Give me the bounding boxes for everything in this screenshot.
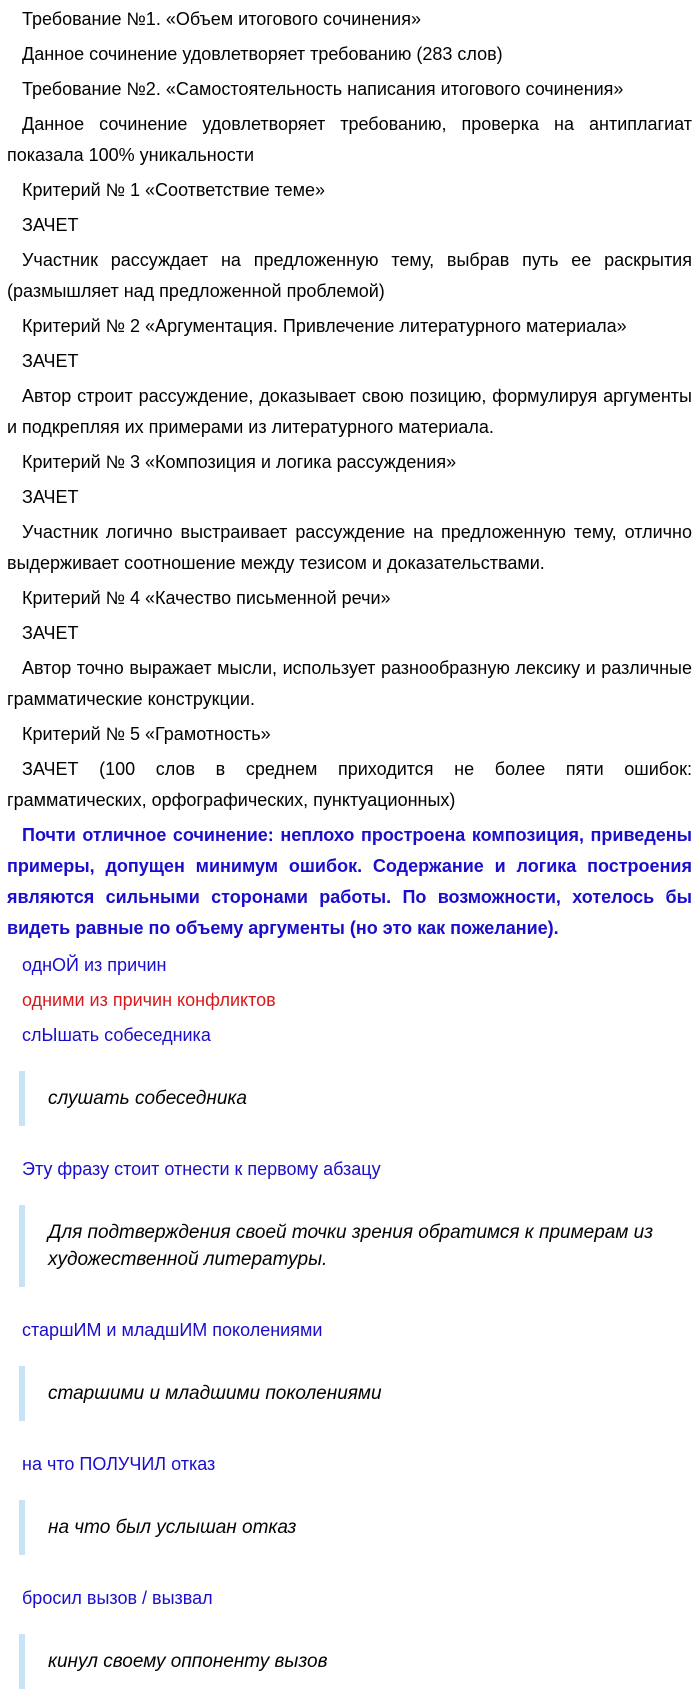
criterion-1-comment: Участник рассуждает на предложенную тему, выбрав путь ее раскрытия (размышляет над предложенной проблемой) — [7, 250, 692, 301]
criterion-2-grade: ЗАЧЕТ — [22, 351, 79, 371]
remark-4: Эту фразу стоит отнести к первому абзацу — [22, 1159, 381, 1179]
criterion-4-grade: ЗАЧЕТ — [22, 623, 79, 643]
remark-1: однОЙ из причин — [22, 955, 167, 975]
remark-5: старшИМ и младшИМ поколениями — [22, 1320, 323, 1340]
criterion-1-title: Критерий № 1 «Соответствие теме» — [22, 180, 326, 200]
criterion-5-title: Критерий № 5 «Грамотность» — [22, 724, 271, 744]
remark-2: одними из причин конфликтов — [22, 990, 276, 1010]
remark-7: бросил вызов / вызвал — [22, 1588, 213, 1608]
quote-2: Для подтверждения своей точки зрения обратимся к примерам из художественной литературы. — [19, 1205, 692, 1287]
requirement-1-result: Данное сочинение удовлетворяет требованию (283 слов) — [22, 44, 503, 64]
quote-5: кинул своему оппоненту вызов — [19, 1634, 692, 1689]
criterion-4-title: Критерий № 4 «Качество письменной речи» — [22, 588, 391, 608]
remark-6: на что ПОЛУЧИЛ отказ — [22, 1454, 216, 1474]
criterion-5-grade: ЗАЧЕТ (100 слов в среднем приходится не более пяти ошибок: грамматических, орфографических, пунктуационных) — [7, 759, 692, 810]
remark-3: слЫшать собеседника — [22, 1025, 211, 1045]
summary-comment: Почти отличное сочинение: неплохо простроена композиция, приведены примеры, допущен минимум ошибок. Содержание и логика построения являются сильными сторонами работы. По возможности, хотелось бы видеть равные по объему аргументы (но это как пожелание). — [7, 825, 692, 938]
requirement-1-title: Требование №1. «Объем итогового сочинения» — [22, 9, 421, 29]
criterion-2-title: Критерий № 2 «Аргументация. Привлечение литературного материала» — [22, 316, 627, 336]
criterion-3-title: Критерий № 3 «Композиция и логика рассуждения» — [22, 452, 457, 472]
criterion-4-comment: Автор точно выражает мысли, использует разнообразную лексику и различные грамматические конструкции. — [7, 658, 692, 709]
quote-1: слушать собеседника — [19, 1071, 692, 1126]
quote-3: старшими и младшими поколениями — [19, 1366, 692, 1421]
quote-4: на что был услышан отказ — [19, 1500, 692, 1555]
criterion-2-comment: Автор строит рассуждение, доказывает свою позицию, формулируя аргументы и подкрепляя их примерами из литературного материала. — [7, 386, 692, 437]
criterion-3-grade: ЗАЧЕТ — [22, 487, 79, 507]
requirement-2-title: Требование №2. «Самостоятельность написания итогового сочинения» — [22, 79, 624, 99]
criterion-1-grade: ЗАЧЕТ — [22, 215, 79, 235]
requirement-2-result: Данное сочинение удовлетворяет требованию, проверка на антиплагиат показала 100% уникальности — [7, 114, 692, 165]
criterion-3-comment: Участник логично выстраивает рассуждение на предложенную тему, отлично выдерживает соотношение между тезисом и доказательствами. — [7, 522, 692, 573]
